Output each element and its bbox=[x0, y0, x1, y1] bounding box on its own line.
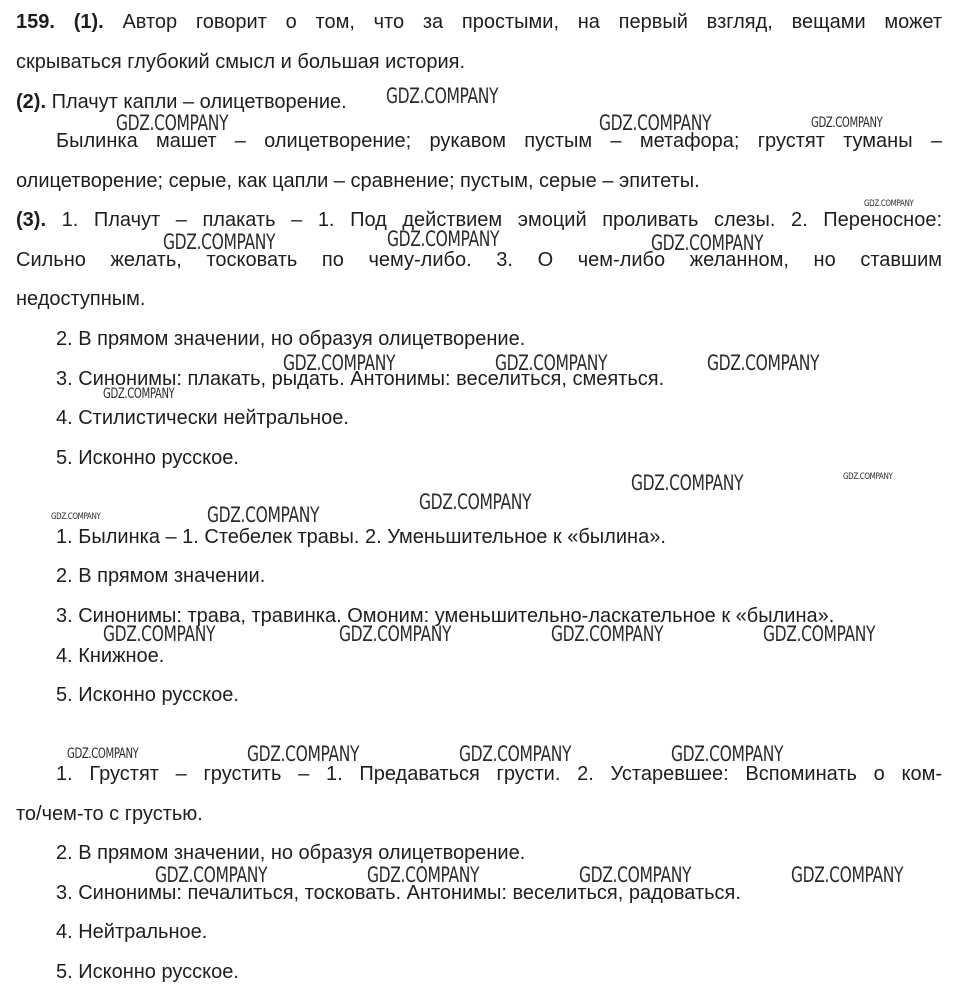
watermark: GDZ.COMPANY bbox=[283, 351, 396, 375]
plachut-item: 3. Синонимы: плакать, рыдать. Антонимы: веселиться, смеяться. bbox=[56, 368, 665, 390]
grustyat-item: 4. Нейтральное. bbox=[56, 921, 208, 943]
plachut-item: 2. В прямом значении, но образуя олицетворение. bbox=[56, 328, 526, 350]
bylinka-item: 2. В прямом значении. bbox=[56, 565, 266, 587]
bylinka-item: 5. Исконно русское. bbox=[56, 684, 239, 706]
part-3-text-3: недоступным. bbox=[16, 288, 146, 310]
part-1-text: Автор говорит о том, что за простыми, на первый взгляд, вещами может bbox=[122, 11, 943, 33]
part-1-text-cont: скрываться глубокий смысл и большая история. bbox=[16, 51, 466, 73]
grustyat-item: 1. Грустят – грустить – 1. Предаваться грусти. 2. Устаревшее: Вспоминать о ком- bbox=[56, 763, 942, 785]
watermark: GDZ.COMPANY bbox=[386, 84, 499, 108]
watermark: GDZ.COMPANY bbox=[671, 742, 784, 766]
watermark: GDZ.COMPANY bbox=[551, 622, 664, 646]
watermark: GDZ.COMPANY bbox=[651, 231, 764, 255]
watermark: GDZ.COMPANY bbox=[864, 199, 914, 209]
grustyat-item: 2. В прямом значении, но образуя олицетворение. bbox=[56, 842, 526, 864]
watermark: GDZ.COMPANY bbox=[339, 622, 452, 646]
watermark: GDZ.COMPANY bbox=[387, 227, 500, 251]
watermark: GDZ.COMPANY bbox=[207, 503, 320, 527]
watermark: GDZ.COMPANY bbox=[155, 863, 268, 887]
watermark: GDZ.COMPANY bbox=[419, 490, 532, 514]
part-3-label: (3). bbox=[16, 209, 46, 231]
grustyat-item: 5. Исконно русское. bbox=[56, 961, 239, 983]
watermark: GDZ.COMPANY bbox=[367, 863, 480, 887]
task-intro-line bbox=[16, 10, 942, 34]
watermark: GDZ.COMPANY bbox=[459, 742, 572, 766]
task-number: 159. bbox=[16, 11, 55, 33]
part-2-text-2: Былинка машет – олицетворение; рукавом пустым – метафора; грустят туманы – bbox=[56, 130, 942, 152]
watermark: GDZ.COMPANY bbox=[763, 622, 876, 646]
part-2-text-3: олицетворение; серые, как цапли – сравнение; пустым, серые – эпитеты. bbox=[16, 170, 700, 192]
watermark: GDZ.COMPANY bbox=[843, 472, 893, 482]
plachut-item: 5. Исконно русское. bbox=[56, 447, 239, 469]
watermark: GDZ.COMPANY bbox=[67, 746, 139, 762]
part-1-label: (1). bbox=[73, 11, 104, 33]
part-2-text: Плачут капли – олицетворение. bbox=[51, 91, 347, 113]
part-3-text-2: Сильно желать, тосковать по чему-либо. 3. О чем-либо желанном, но ставшим bbox=[16, 249, 942, 271]
watermark: GDZ.COMPANY bbox=[51, 512, 101, 522]
watermark: GDZ.COMPANY bbox=[599, 111, 712, 135]
watermark: GDZ.COMPANY bbox=[163, 230, 276, 254]
grustyat-item: 3. Синонимы: печалиться, тосковать. Антонимы: веселиться, радоваться. bbox=[56, 882, 741, 904]
watermark: GDZ.COMPANY bbox=[116, 111, 229, 135]
watermark: GDZ.COMPANY bbox=[103, 386, 175, 402]
part-3-text: 1. Плачут – плакать – 1. Под действием эмоций проливать слезы. 2. Переносное: bbox=[61, 209, 943, 231]
watermark: GDZ.COMPANY bbox=[631, 471, 744, 495]
watermark: GDZ.COMPANY bbox=[103, 622, 216, 646]
watermark: GDZ.COMPANY bbox=[495, 351, 608, 375]
watermark: GDZ.COMPANY bbox=[811, 115, 883, 131]
bylinka-item: 4. Книжное. bbox=[56, 645, 165, 667]
watermark: GDZ.COMPANY bbox=[707, 351, 820, 375]
watermark: GDZ.COMPANY bbox=[791, 863, 904, 887]
watermark: GDZ.COMPANY bbox=[247, 742, 360, 766]
bylinka-item: 3. Синонимы: трава, травинка. Омоним: уменьшительно-ласкательное к «былина». bbox=[56, 605, 835, 627]
bylinka-item: 1. Былинка – 1. Стебелек травы. 2. Уменьшительное к «былина». bbox=[56, 526, 666, 548]
watermark: GDZ.COMPANY bbox=[579, 863, 692, 887]
grustyat-item-cont: то/чем-то с грустью. bbox=[16, 803, 203, 825]
part-2-label: (2). bbox=[16, 91, 46, 113]
plachut-item: 4. Стилистически нейтральное. bbox=[56, 407, 349, 429]
